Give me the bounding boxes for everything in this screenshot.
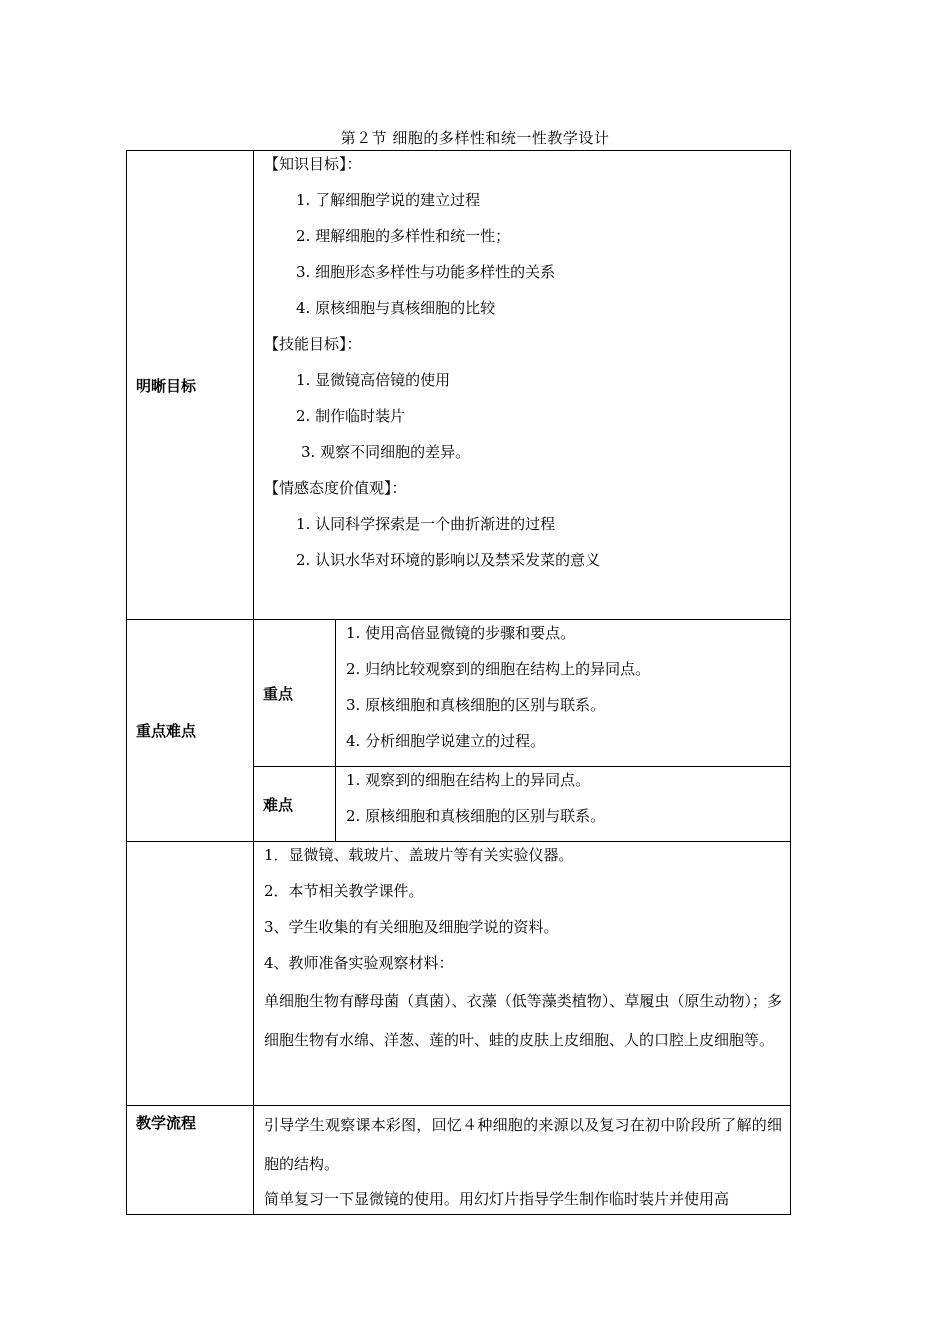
- emotion-item: 2. 认识水华对环境的影响以及禁采发菜的意义: [296, 551, 601, 569]
- emotion-heading: 【情感态度价值观】：: [264, 479, 407, 497]
- key-points-inner-table: [254, 620, 790, 841]
- focus-row: [254, 620, 790, 767]
- difficulty-item: 1. 观察到的细胞在结构上的异同点。: [346, 771, 591, 789]
- focus-content: [336, 620, 791, 767]
- difficulty-content: [336, 767, 791, 842]
- preparation-item: 2．本节相关教学课件。: [264, 882, 424, 900]
- process-label: 教学流程: [127, 1106, 254, 1215]
- preparation-label: [127, 842, 254, 1106]
- preparation-item: 1．显微镜、载玻片、盖玻片等有关实验仪器。: [264, 846, 574, 864]
- knowledge-item: 1. 了解细胞学说的建立过程: [296, 191, 481, 209]
- knowledge-item: 3. 细胞形态多样性与功能多样性的关系: [296, 263, 556, 281]
- skill-item: 3. 观察不同细胞的差异。: [301, 443, 471, 461]
- difficulty-label: 难点: [254, 767, 336, 842]
- key-points-row: [127, 620, 791, 842]
- difficulty-row: [254, 767, 790, 842]
- key-points-label: 重点难点: [127, 620, 254, 842]
- lesson-plan-table: [126, 150, 791, 1215]
- document-title: 第２节 细胞的多样性和统一性教学设计: [340, 129, 610, 147]
- knowledge-item: 2. 理解细胞的多样性和统一性；: [296, 227, 511, 245]
- focus-item: 3. 原核细胞和真核细胞的区别与联系。: [346, 696, 606, 714]
- emotion-item: 1. 认同科学探索是一个曲折渐进的过程: [296, 515, 556, 533]
- skill-heading: 【技能目标】：: [264, 335, 362, 353]
- process-content: [254, 1106, 791, 1215]
- preparation-item: 3、学生收集的有关细胞及细胞学说的资料。: [264, 918, 559, 936]
- focus-label: 重点: [254, 620, 336, 767]
- preparation-item: 4、教师准备实验观察材料：: [264, 954, 454, 972]
- preparation-row: [127, 842, 791, 1106]
- skill-item: 2. 制作临时装片: [296, 407, 406, 425]
- process-paragraph-1: 引导学生观察课本彩图，回忆４种细胞的来源以及复习在初中阶段所了解的细胞的结构。: [264, 1116, 782, 1173]
- process-row: [127, 1106, 791, 1215]
- preparation-content: [254, 842, 791, 1106]
- key-points-content: [254, 620, 791, 842]
- difficulty-item: 2. 原核细胞和真核细胞的区别与联系。: [346, 807, 606, 825]
- process-paragraph-2: 简单复习一下显微镜的使用。用幻灯片指导学生制作临时装片并使用高: [264, 1190, 730, 1208]
- objectives-row: [127, 151, 791, 620]
- knowledge-item: 4. 原核细胞与真核细胞的比较: [296, 299, 496, 317]
- preparation-paragraph: 单细胞生物有酵母菌（真菌）、衣藻（低等藻类植物）、草履虫（原生动物）；多细胞生物有水绵、洋葱、莲的叶、蛙的皮肤上皮细胞、人的口腔上皮细胞等。: [264, 992, 782, 1049]
- objectives-content: [254, 151, 791, 620]
- skill-item: 1. 显微镜高倍镜的使用: [296, 371, 451, 389]
- focus-item: 2. 归纳比较观察到的细胞在结构上的异同点。: [346, 660, 651, 678]
- focus-item: 4. 分析细胞学说建立的过程。: [346, 732, 546, 750]
- knowledge-heading: 【知识目标】：: [264, 155, 362, 173]
- focus-item: 1. 使用高倍显微镜的步骤和要点。: [346, 624, 576, 642]
- objectives-label: 明晰目标: [127, 151, 254, 620]
